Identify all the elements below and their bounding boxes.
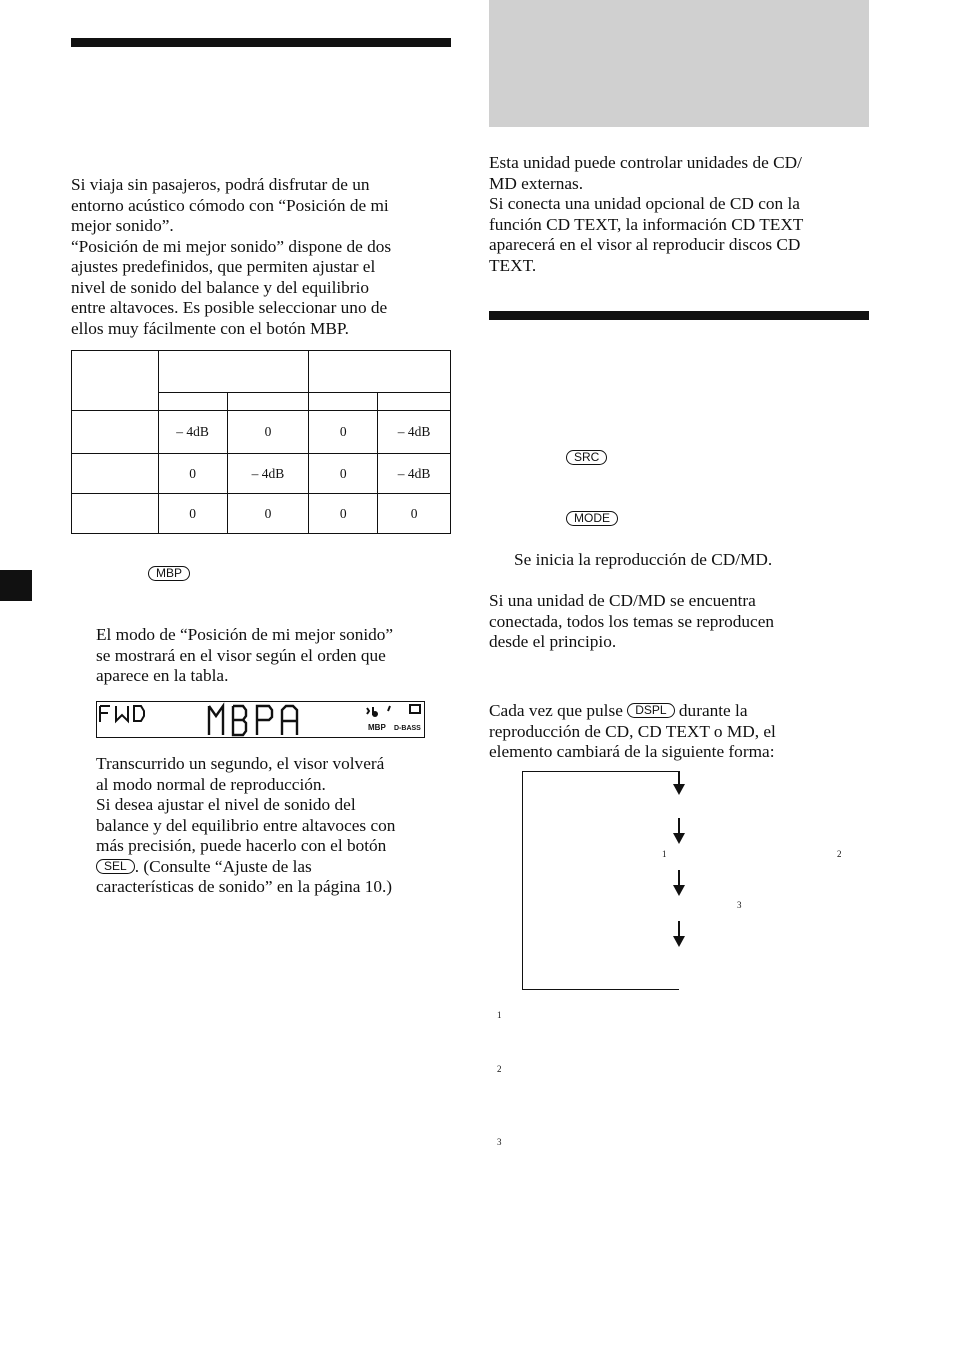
after-line: Transcurrido un segundo, el visor volverá [96,754,385,773]
table-row [72,411,451,454]
page-edge-tab [0,570,32,601]
after-line: balance y del equilibrio entre altavoces con [96,815,396,835]
dspl-paragraph [489,701,776,763]
note-line: Si una unidad de CD/MD se encuentra [489,591,756,610]
table-sub-header [378,393,451,411]
mbp-button[interactable]: MBP [148,566,190,581]
row-label-cell [72,494,159,534]
mbp-step-description [96,625,393,687]
playback-line: Se inicia la reproducción de CD/MD. [514,550,773,569]
down-arrow-icon [673,771,685,795]
intro-line: Esta unidad puede controlar unidades de CD/ [489,153,802,172]
table-sub-header [227,393,309,411]
table-cell: – 4dB [158,411,227,454]
intro-line: TEXT. [489,255,537,275]
note-paragraph [489,591,774,653]
table-sub-header [158,393,227,411]
down-arrow-icon [673,870,685,896]
section-rule-right [489,311,869,320]
intro-line: entorno acústico cómodo con “Posición de mi [71,195,389,215]
intro-line: MD externas. [489,173,584,193]
footnote-mark: 1 [662,849,667,859]
table-row [72,494,451,534]
note-line: desde el principio. [489,632,617,651]
table-group-header [158,351,309,393]
table-cell: 0 [309,411,378,454]
after-line: más precisión, puede hacerlo con el botón [96,836,387,855]
table-cell: – 4dB [227,454,309,494]
footnote-mark: 3 [737,900,742,910]
lcd-mbp-tag: MBP [368,723,386,732]
footnote-mark: 2 [497,1064,502,1074]
table-cell: 0 [158,454,227,494]
step-line: aparece en la tabla. [96,666,229,685]
after-line-sel [96,857,395,878]
after-line: Si desea ajustar el nivel de sonido del [96,795,356,814]
lcd-dbass-tag: D-BASS [394,725,421,732]
mbp-settings-table [71,350,451,534]
footnote-mark: 1 [497,1010,502,1020]
lcd-segments [97,702,424,737]
row-label-cell [72,411,159,454]
dspl-line [489,701,776,722]
mode-button[interactable]: MODE [566,511,618,526]
intro-line: “Posición de mi mejor sonido” dispone de dos [71,236,392,256]
src-button[interactable]: SRC [566,450,607,465]
sel-tail-text: . (Consulte “Ajuste de las [134,856,312,876]
table-cell: 0 [309,494,378,534]
section-rule-left [71,38,451,47]
intro-line: Si conecta una unidad opcional de CD con la [489,194,800,213]
intro-line: función CD TEXT, la información CD TEXT [489,214,804,234]
table-group-header [309,351,451,393]
after-line: al modo normal de reproducción. [96,774,326,794]
intro-line: entre altavoces. Es posible seleccionar uno de [71,298,388,317]
lcd-display [96,701,425,738]
footnote-mark: 2 [837,849,842,859]
table-cell: 0 [158,494,227,534]
mbp-after-display [96,754,395,898]
table-sub-header [309,393,378,411]
footnote-mark: 3 [497,1137,502,1147]
down-arrow-icon [673,818,685,844]
table-corner-cell [72,351,159,411]
display-cycle-loop [522,771,679,990]
table-cell: 0 [227,494,309,534]
note-line: conectada, todos los temas se reproducen [489,611,775,631]
dspl-button[interactable]: DSPL [627,703,674,718]
table-cell: 0 [227,411,309,454]
playback-start-text [514,550,772,571]
row-label-cell [72,454,159,494]
intro-line: nivel de sonido del balance y del equilibrio [71,277,370,297]
dspl-line: reproducción de CD, CD TEXT o MD, el [489,721,776,741]
intro-line: ellos muy fácilmente con el botón MBP. [71,318,349,338]
intro-line: mejor sonido”. [71,216,174,235]
dspl-before-text: Cada vez que pulse [489,701,623,720]
section-header-band [489,0,869,127]
down-arrow-icon [673,921,685,947]
table-row [72,454,451,494]
intro-paragraph [71,175,391,339]
intro-line: ajustes predefinidos, que permiten ajustar el [71,257,376,276]
table-cell: 0 [309,454,378,494]
intro-line: Si viaja sin pasajeros, podrá disfrutar de un [71,175,370,194]
dspl-line: elemento cambiará de la siguiente forma: [489,742,775,761]
step-line: se mostrará en el visor según el orden que [96,645,386,665]
intro-line: aparecerá en el visor al reproducir discos CD [489,235,801,254]
table-cell: – 4dB [378,411,451,454]
table-cell: – 4dB [378,454,451,494]
table-cell: 0 [378,494,451,534]
cd-md-intro [489,153,803,276]
after-line: características de sonido” en la página 10.) [96,877,393,896]
dspl-after-text: durante la [678,701,748,720]
sel-button[interactable]: SEL [96,859,135,874]
step-line: El modo de “Posición de mi mejor sonido” [96,625,394,644]
